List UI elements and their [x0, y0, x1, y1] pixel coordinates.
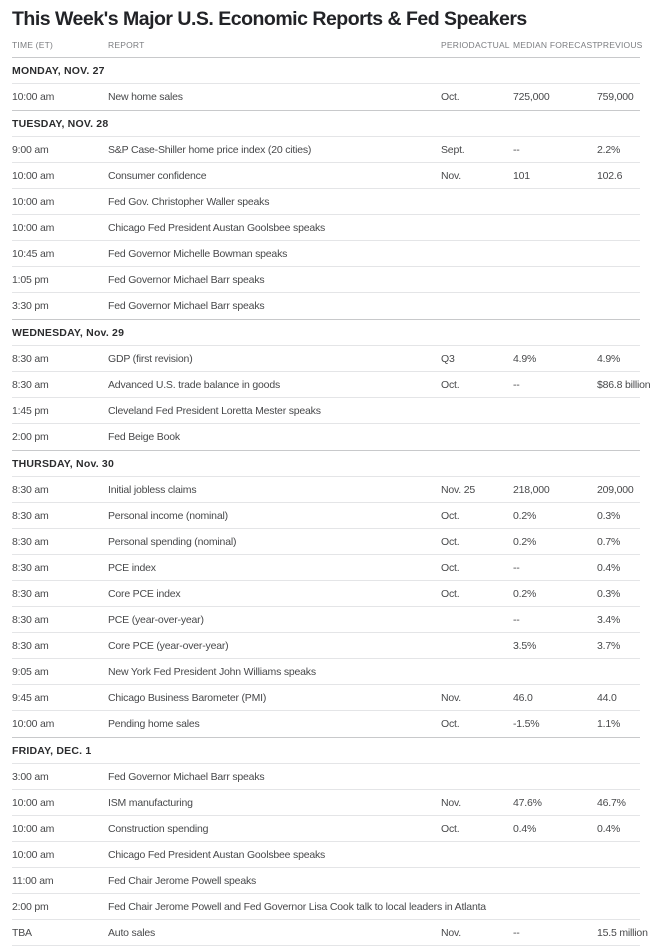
table-row	[12, 685, 640, 711]
table-row	[12, 84, 640, 110]
cell-report: Auto sales	[108, 926, 156, 939]
cell-period: Oct.	[441, 535, 460, 548]
cell-previous: 4.9%	[597, 352, 621, 365]
table-row	[12, 293, 640, 319]
cell-time: 10:45 am	[12, 247, 55, 260]
page-title: This Week's Major U.S. Economic Reports & Fed Speakers	[12, 8, 527, 30]
cell-median-forecast: 218,000	[513, 483, 550, 496]
table-row	[12, 267, 640, 293]
cell-previous: 0.3%	[597, 509, 621, 522]
cell-median-forecast: 0.2%	[513, 535, 537, 548]
cell-previous: 209,000	[597, 483, 634, 496]
cell-report: PCE index	[108, 561, 156, 574]
day-section	[12, 319, 650, 450]
cell-report: Pending home sales	[108, 718, 200, 730]
cell-time: 10:00 am	[12, 221, 55, 234]
cell-report: Core PCE (year-over-year)	[108, 639, 229, 652]
cell-median-forecast: 4.9%	[513, 352, 537, 365]
cell-previous: 44.0	[597, 691, 617, 704]
cell-report: Advanced U.S. trade balance in goods	[108, 378, 281, 391]
table-row	[12, 920, 648, 946]
table-row	[12, 398, 640, 424]
cell-report: New home sales	[108, 91, 183, 103]
cell-previous: 3.7%	[597, 639, 621, 652]
cell-report: Chicago Business Barometer (PMI)	[108, 691, 267, 704]
economic-calendar-table	[12, 32, 650, 946]
cell-time: 9:05 am	[12, 665, 49, 678]
cell-time: 10:00 am	[12, 169, 55, 182]
cell-report: Personal income (nominal)	[108, 509, 228, 522]
cell-previous: 1.1%	[597, 718, 621, 730]
cell-median-forecast: -1.5%	[513, 718, 540, 730]
cell-report: Consumer confidence	[108, 169, 207, 182]
day-label: MONDAY, NOV. 27	[12, 64, 105, 77]
cell-time: 8:30 am	[12, 378, 49, 391]
cell-time: TBA	[12, 926, 32, 939]
cell-median-forecast: 47.6%	[513, 796, 542, 809]
column-header-previous: PREVIOUS	[597, 39, 643, 50]
cell-report: Fed Governor Michael Barr speaks	[108, 273, 265, 286]
column-header-period: PERIOD	[441, 39, 475, 50]
cell-period: Oct.	[441, 561, 460, 574]
cell-time: 10:00 am	[12, 91, 55, 103]
cell-period: Sept.	[441, 143, 465, 156]
cell-time: 8:30 am	[12, 613, 49, 626]
column-header-time: TIME (ET)	[12, 39, 53, 50]
cell-report: Fed Gov. Christopher Waller speaks	[108, 195, 270, 208]
cell-report: Core PCE index	[108, 587, 181, 600]
table-row	[12, 607, 640, 633]
cell-report: Fed Chair Jerome Powell speaks	[108, 874, 257, 887]
cell-previous: 759,000	[597, 91, 634, 103]
cell-median-forecast: 0.2%	[513, 587, 537, 600]
cell-previous: 0.7%	[597, 535, 621, 548]
cell-report: Fed Beige Book	[108, 431, 180, 443]
day-label: WEDNESDAY, Nov. 29	[12, 326, 125, 339]
cell-time: 10:00 am	[12, 195, 55, 208]
day-header-row	[12, 58, 640, 84]
column-header-row	[12, 32, 643, 58]
cell-report: Construction spending	[108, 822, 209, 835]
column-header-actual: ACTUAL	[475, 39, 510, 50]
cell-time: 9:00 am	[12, 143, 49, 156]
cell-time: 8:30 am	[12, 352, 49, 365]
cell-report: Fed Governor Michelle Bowman speaks	[108, 247, 288, 260]
cell-report: S&P Case-Shiller home price index (20 cities)	[108, 143, 312, 156]
cell-previous: 0.4%	[597, 822, 621, 835]
cell-period: Nov.	[441, 796, 462, 809]
cell-period: Oct.	[441, 91, 460, 103]
table-row	[12, 790, 640, 816]
table-row	[12, 711, 640, 737]
cell-previous: $86.8 billion	[597, 378, 650, 391]
table-row	[12, 659, 640, 685]
cell-period: Nov. 25	[441, 483, 476, 496]
day-section	[12, 58, 640, 110]
table-row	[12, 241, 640, 267]
table-row	[12, 764, 640, 790]
table-row	[12, 894, 640, 920]
cell-report: GDP (first revision)	[108, 352, 193, 365]
cell-median-forecast: 0.4%	[513, 822, 537, 835]
cell-report: Fed Governor Michael Barr speaks	[108, 300, 265, 312]
table-row	[12, 424, 640, 450]
cell-period: Q3	[441, 352, 455, 365]
cell-time: 3:00 am	[12, 770, 49, 783]
cell-time: 9:45 am	[12, 691, 49, 704]
cell-previous: 0.4%	[597, 561, 621, 574]
table-row	[12, 477, 640, 503]
cell-time: 10:00 am	[12, 822, 55, 835]
cell-median-forecast: 101	[513, 169, 530, 182]
cell-report: Personal spending (nominal)	[108, 535, 237, 548]
table-row	[12, 555, 640, 581]
cell-time: 8:30 am	[12, 639, 49, 652]
cell-previous: 102.6	[597, 169, 623, 182]
cell-time: 2:00 pm	[12, 900, 49, 913]
cell-time: 1:05 pm	[12, 273, 49, 286]
cell-period: Nov.	[441, 169, 462, 182]
table-row	[12, 163, 640, 189]
cell-period: Nov.	[441, 691, 462, 704]
cell-time: 8:30 am	[12, 483, 49, 496]
cell-time: 10:00 am	[12, 848, 55, 861]
cell-previous: 46.7%	[597, 796, 626, 809]
cell-period: Oct.	[441, 822, 460, 835]
cell-report: Fed Governor Michael Barr speaks	[108, 770, 265, 783]
cell-median-forecast: --	[513, 378, 520, 391]
cell-time: 10:00 am	[12, 796, 55, 809]
cell-report: PCE (year-over-year)	[108, 613, 204, 626]
cell-time: 8:30 am	[12, 535, 49, 548]
cell-time: 11:00 am	[12, 874, 54, 887]
day-label: FRIDAY, DEC. 1	[12, 744, 92, 757]
cell-time: 8:30 am	[12, 587, 49, 600]
table-row	[12, 189, 640, 215]
day-header-row	[12, 451, 640, 477]
cell-previous: 2.2%	[597, 143, 621, 156]
cell-median-forecast: 3.5%	[513, 639, 537, 652]
day-label: TUESDAY, NOV. 28	[12, 117, 109, 130]
table-row	[12, 842, 640, 868]
cell-median-forecast: --	[513, 561, 520, 574]
table-row	[12, 137, 640, 163]
table-row	[12, 581, 640, 607]
cell-report: Fed Chair Jerome Powell and Fed Governor Lisa Cook talk to local leaders in Atlanta	[108, 900, 486, 913]
cell-time: 1:45 pm	[12, 404, 49, 417]
cell-median-forecast: 725,000	[513, 91, 550, 103]
table-row	[12, 529, 640, 555]
cell-median-forecast: 0.2%	[513, 509, 537, 522]
cell-median-forecast: --	[513, 613, 520, 626]
day-section	[12, 737, 648, 946]
day-label: THURSDAY, Nov. 30	[12, 457, 115, 470]
cell-report: Initial jobless claims	[108, 483, 197, 496]
cell-median-forecast: --	[513, 926, 520, 939]
cell-period: Oct.	[441, 378, 460, 391]
cell-report: ISM manufacturing	[108, 796, 193, 809]
cell-previous: 3.4%	[597, 613, 621, 626]
day-section	[12, 450, 640, 737]
column-header-report: REPORT	[108, 39, 145, 50]
cell-median-forecast: --	[513, 143, 520, 156]
day-header-row	[12, 320, 640, 346]
cell-report: New York Fed President John Williams speaks	[108, 665, 316, 678]
day-section	[12, 110, 640, 319]
cell-report: Chicago Fed President Austan Goolsbee speaks	[108, 848, 326, 861]
cell-time: 2:00 pm	[12, 431, 49, 443]
table-row	[12, 816, 640, 842]
cell-time: 8:30 am	[12, 561, 49, 574]
cell-time: 3:30 pm	[12, 300, 49, 312]
cell-period: Nov.	[441, 926, 462, 939]
cell-previous: 0.3%	[597, 587, 621, 600]
table-row	[12, 346, 640, 372]
table-row	[12, 868, 640, 894]
cell-median-forecast: 46.0	[513, 691, 533, 704]
table-row	[12, 215, 640, 241]
day-header-row	[12, 738, 640, 764]
cell-report: Chicago Fed President Austan Goolsbee speaks	[108, 221, 326, 234]
cell-period: Oct.	[441, 509, 460, 522]
cell-previous: 15.5 million	[597, 926, 648, 939]
table-row	[12, 633, 640, 659]
table-row	[12, 503, 640, 529]
cell-report: Cleveland Fed President Loretta Mester speaks	[108, 404, 321, 417]
cell-period: Oct.	[441, 587, 460, 600]
cell-time: 10:00 am	[12, 718, 55, 730]
cell-period: Oct.	[441, 718, 460, 730]
day-header-row	[12, 111, 640, 137]
column-header-median-forecast: MEDIAN FORECAST	[513, 39, 598, 50]
table-row	[12, 372, 650, 398]
cell-time: 8:30 am	[12, 509, 49, 522]
